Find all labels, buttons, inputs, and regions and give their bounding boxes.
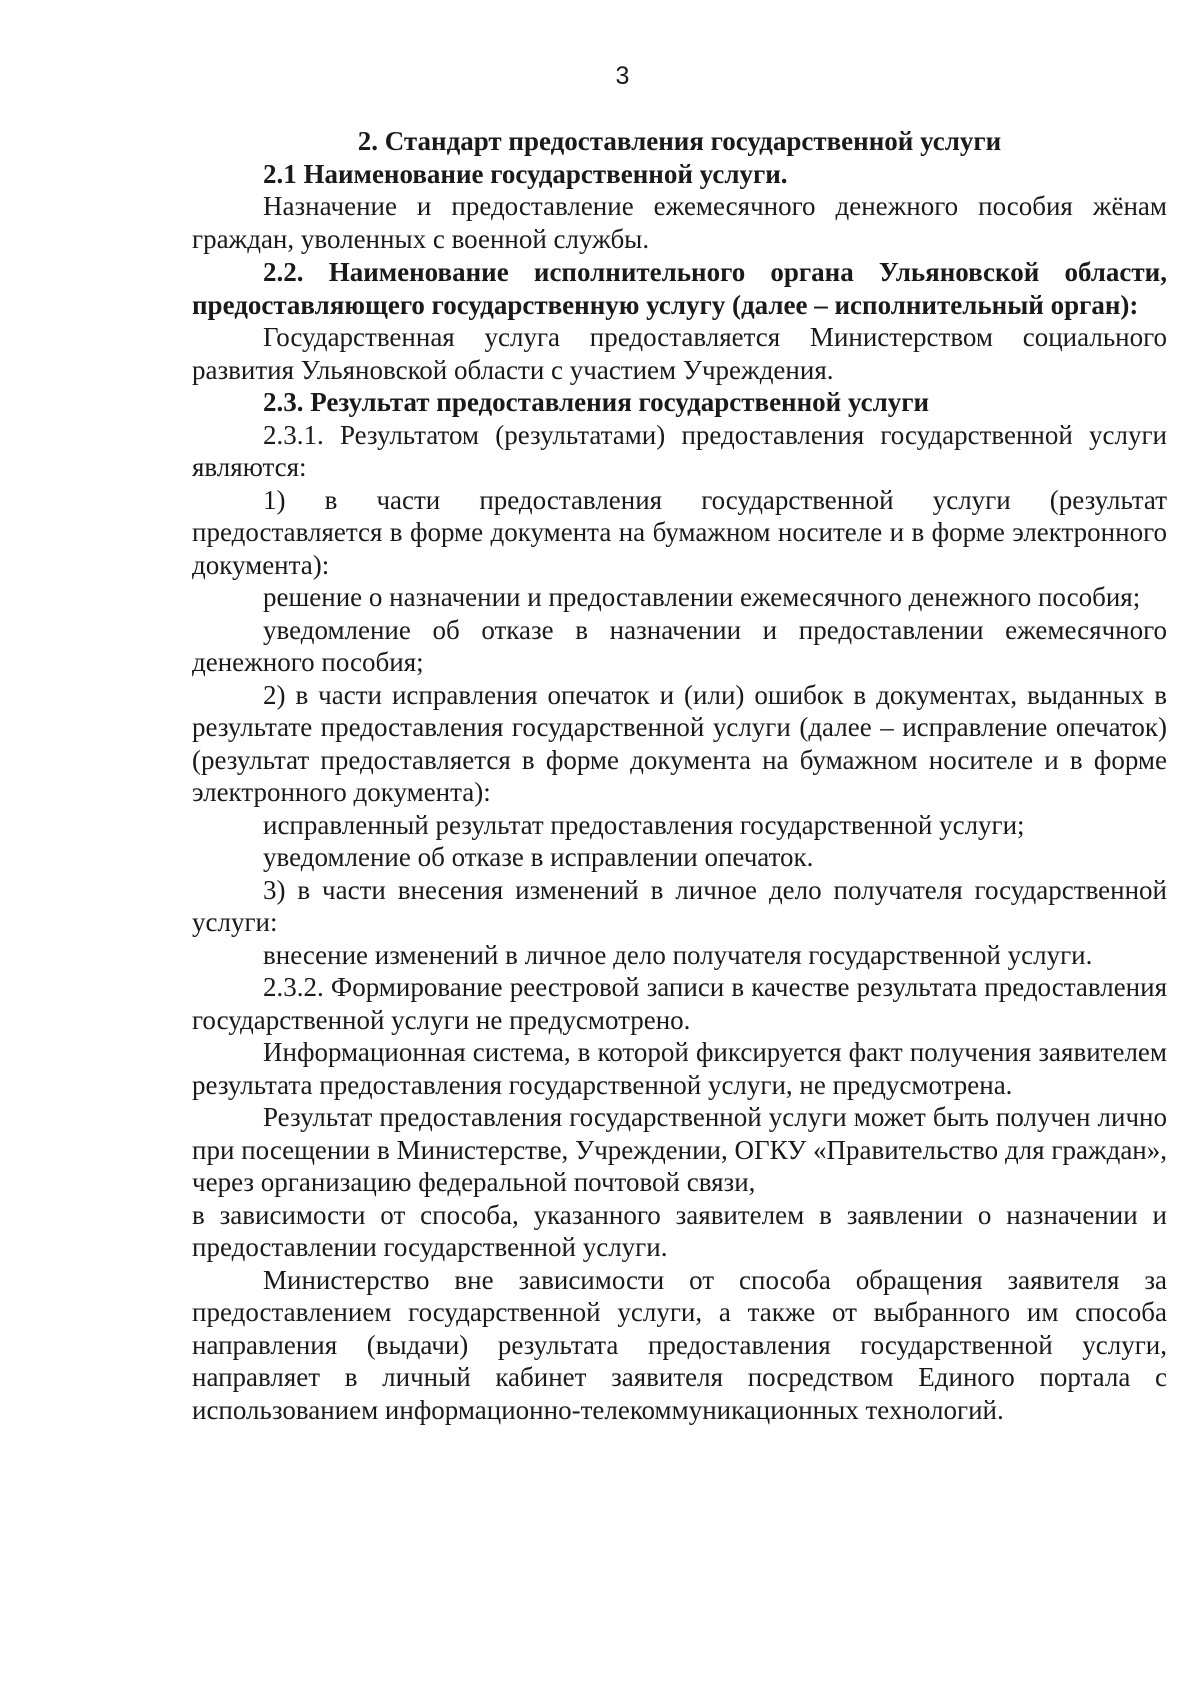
paragraph-2-1: Назначение и предоставление ежемесячного денежного пособия жёнам граждан, уволенных с военной службы. [192,191,1167,254]
list-item-2: 2) в части исправления опечаток и (или) ошибок в документах, выданных в результате предоставления государственной услуги (далее – исправление опечаток) (результат предоставляется в форме документа на бумажном носителе и в форме электронного документа): [192,679,1167,807]
heading-2-3: 2.3. Результат предоставления государственной услуги [263,387,930,417]
page-number: 3 [615,62,630,90]
list-item-1: 1) в части предоставления государственной услуги (результат предоставляется в форме документа на бумажном носителе и в форме электронного документа): [192,484,1167,580]
list-item-1b: уведомление об отказе в назначении и предоставлении ежемесячного денежного пособия; [192,614,1167,677]
section-title: 2. Стандарт предоставления государственной услуги [357,126,1002,156]
paragraph-2-3-1: 2.3.1. Результатом (результатами) предоставления государственной услуги являются: [192,419,1167,482]
heading-2-1: 2.1 Наименование государственной услуги. [263,158,788,189]
paragraph-result-1: Результат предоставления государственной услуги может быть получен лично при посещении в Министерстве, Учреждении, ОГКУ «Правительство для граждан», через организацию федеральной почтовой связи, [192,1102,1167,1197]
paragraph-2-2: Государственная услуга предоставляется Министерством социального развития Ульяновской области с участием Учреждения. [192,322,1167,385]
list-item-2a: исправленный результат предоставления государственной услуги; [263,809,1025,840]
list-item-1a: решение о назначении и предоставлении ежемесячного денежного пособия; [263,582,1141,612]
list-item-3a: внесение изменений в личное дело получателя государственной услуги. [263,939,1093,970]
paragraph-2-3-2: 2.3.2. Формирование реестровой записи в качестве результата предоставления государственной услуги не предусмотрено. [192,972,1167,1035]
heading-2-2: 2.2. Наименование исполнительного органа Ульяновской области, предоставляющего государственную услугу (далее – исполнительный орган): [192,257,1167,320]
paragraph-info-system: Информационная система, в которой фиксируется факт получения заявителем результата предоставления государственной услуги, не предусмотрена. [192,1037,1167,1100]
list-item-2b: уведомление об отказе в исправлении опечаток. [263,842,814,872]
list-item-3: 3) в части внесения изменений в личное дело получателя государственной услуги: [192,874,1167,937]
paragraph-result-2: в зависимости от способа, указанного заявителем в заявлении о назначении и предоставлении государственной услуги. [192,1199,1167,1262]
document-body [192,125,1167,1426]
paragraph-ministry: Министерство вне зависимости от способа обращения заявителя за предоставлением государственной услуги, а также от выбранного им способа направления (выдачи) результата предоставления государственной услуги, направляет в личный кабинет заявителя посредством Единого портала с использованием информационно-телекоммуникационных технологий. [192,1264,1167,1425]
